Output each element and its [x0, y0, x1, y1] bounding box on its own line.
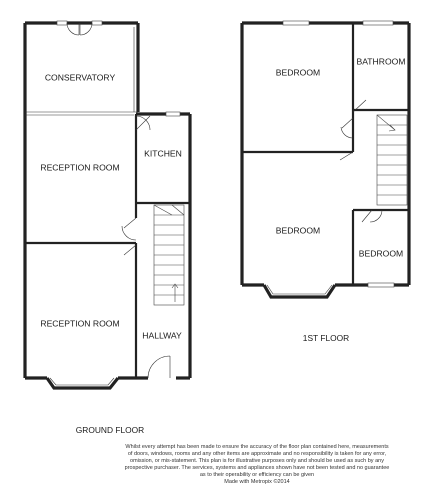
disclaimer-line: Whilst every attempt has been made to ensure the accuracy of the floor plan contained here, measurements — [125, 444, 389, 450]
room-label-bathroom: BATHROOM — [356, 56, 406, 67]
disclaimer-text — [96, 444, 418, 486]
room-label-bedroom-rear: BEDROOM — [275, 67, 321, 78]
room-label-reception-room-rear: RECEPTION ROOM — [40, 162, 120, 173]
room-label-kitchen: KITCHEN — [144, 148, 182, 159]
disclaimer-line: omission, or mis-statement. This plan is for illustrative purposes only and should be used as such by any — [130, 458, 384, 464]
disclaimer-line: prospective purchaser. The services, systems and appliances shown have not been tested and no guarantee — [124, 465, 390, 471]
metropix-credit: Made with Metropix ©2014 — [224, 479, 290, 485]
room-label-conservatory: CONSERVATORY — [44, 72, 116, 83]
room-label-hallway: HALLWAY — [142, 330, 182, 341]
room-label-reception-room-front: RECEPTION ROOM — [40, 318, 120, 329]
ground-floor-title: GROUND FLOOR — [75, 425, 145, 435]
ground-floor-stairs — [154, 205, 184, 305]
ground-floor-plan — [25, 21, 190, 435]
first-floor-plan — [242, 21, 409, 343]
disclaimer-line: as to their operability or efficiency can be given — [199, 472, 315, 478]
first-floor-title: 1ST FLOOR — [302, 333, 350, 343]
room-label-bedroom-front: BEDROOM — [275, 225, 321, 236]
disclaimer-line: of doors, windows, rooms and any other items are approximate and no responsibility is taken for any error, — [127, 451, 387, 457]
first-floor-stairs — [377, 115, 407, 205]
conservatory-glazing — [25, 21, 138, 115]
room-label-bedroom-small: BEDROOM — [358, 248, 404, 259]
